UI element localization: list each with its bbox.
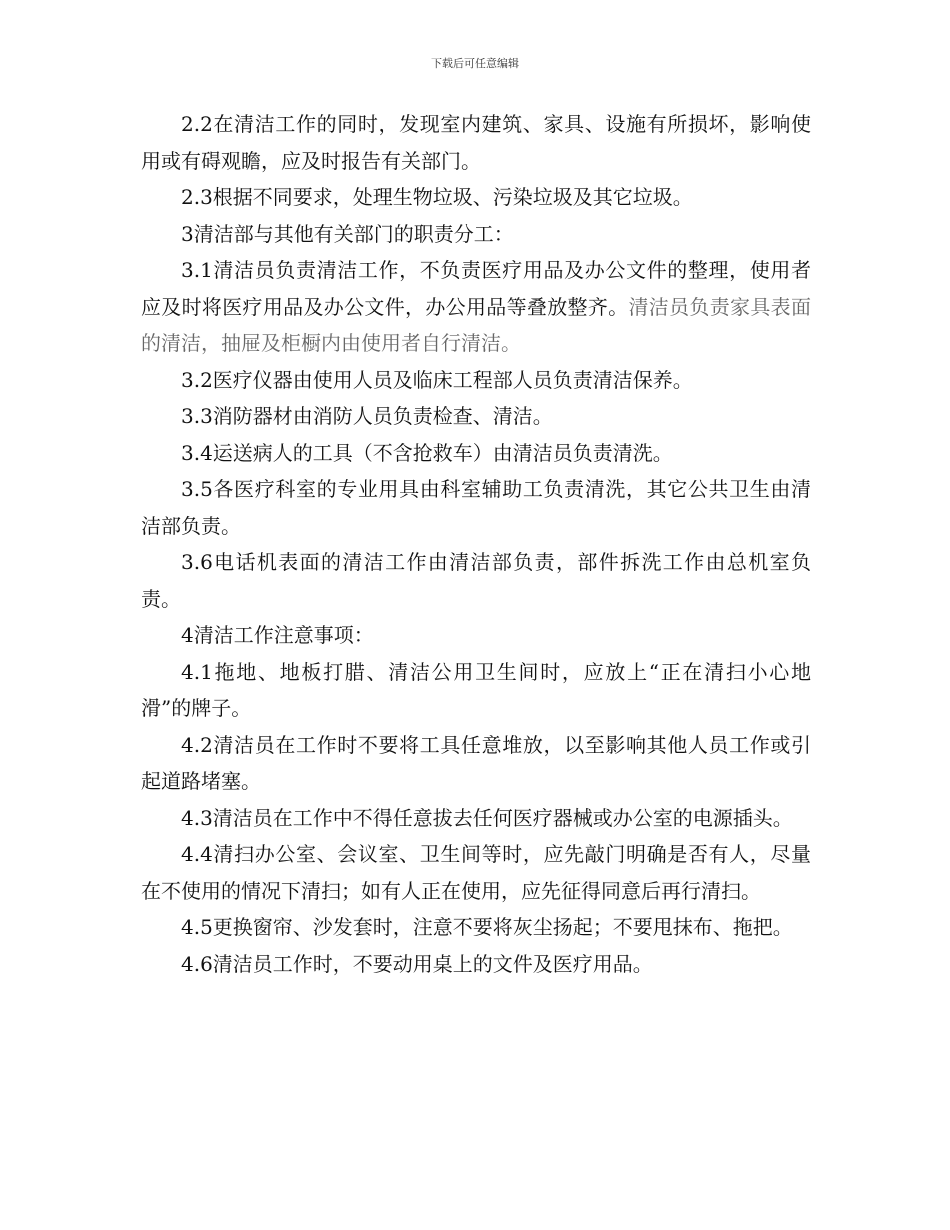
paragraph-2-3: 2.3根据不同要求，处理生物垃圾、污染垃圾及其它垃圾。 <box>181 185 693 209</box>
paragraph-4-1: 4.1拖地、地板打腊、清洁公用卫生间时，应放上“正在清扫小心地滑”的牌子。 <box>141 659 811 720</box>
section-heading-3: 3清洁部与其他有关部门的职责分工： <box>181 221 514 246</box>
paragraph-3-3: 3.3消防器材由消防人员负责检查、清洁。 <box>181 404 553 428</box>
paragraph-3-2: 3.2医疗仪器由使用人员及临床工程部人员负责清洁保养。 <box>181 367 693 392</box>
paragraph-4-3: 4.3清洁员在工作中不得任意拔去任何医疗器械或办公室的电源插头。 <box>181 805 793 830</box>
paragraph-4-5: 4.5更换窗帘、沙发套时，注意不要将灰尘扬起；不要甩抹布、拖把。 <box>181 915 793 939</box>
paragraph-3-1-main: 3.1清洁员负责清洁工作，不负责医疗用品及办公文件的整理，使用者应及时将医疗用品及办公文件，办公用品等叠放整齐。 <box>141 258 811 319</box>
paragraph-3-1-extra: 清洁员负责家具表面的清洁，抽屉及柜橱内由使用者自行清洁。 <box>141 294 811 355</box>
paragraph-4-4: 4.4清扫办公室、会议室、卫生间等时，应先敲门明确是否有人，尽量在不使用的情况下清扫；如有人正在使用，应先征得同意后再行清扫。 <box>141 842 811 903</box>
paragraph-3-1 <box>141 252 811 362</box>
paragraph-4-6: 4.6清洁员工作时，不要动用桌上的文件及医疗用品。 <box>181 951 653 976</box>
paragraph-2-2: 2.2在清洁工作的同时，发现室内建筑、家具、设施有所损坏，影响使用或有碍观瞻，应及时报告有关部门。 <box>141 112 811 173</box>
document-body <box>141 106 811 982</box>
section-heading-4: 4清洁工作注意事项： <box>181 623 374 647</box>
paragraph-4-2: 4.2清洁员在工作时不要将工具任意堆放，以至影响其他人员工作或引起道路堵塞。 <box>141 732 811 793</box>
page-header-note: 下载后可任意编辑 <box>431 57 519 70</box>
paragraph-3-5: 3.5各医疗科室的专业用具由科室辅助工负责清洗，其它公共卫生由清洁部负责。 <box>141 477 811 538</box>
paragraph-3-4: 3.4运送病人的工具（不含抢救车）由清洁员负责清洗。 <box>181 440 673 465</box>
paragraph-3-6: 3.6电话机表面的清洁工作由清洁部负责，部件拆洗工作由总机室负责。 <box>141 550 811 611</box>
